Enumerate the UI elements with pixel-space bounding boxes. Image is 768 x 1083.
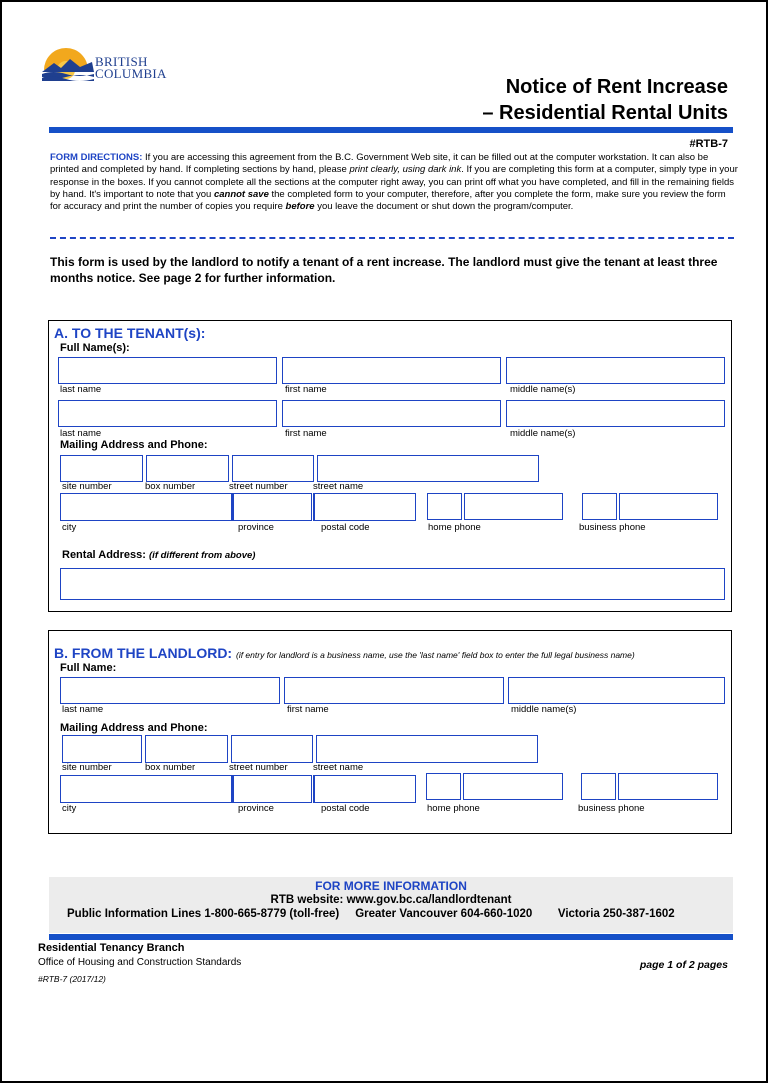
section-b-title: B. FROM THE LANDLORD:	[54, 645, 233, 661]
directions-text-1: If you are accessing this agreement from the B.C. Government Web site, it can be filled out at the computer workstation. It can also be printed and completed by hand. If completing sections by hand, please	[50, 152, 709, 176]
tenant-box-number-label: box number	[145, 481, 196, 492]
landlord-last-name-field[interactable]	[60, 677, 280, 704]
landlord-business-area-code-field[interactable]	[581, 773, 616, 800]
landlord-street-name-label: street name	[313, 762, 364, 773]
landlord-province-label: province	[238, 803, 274, 814]
tenant-home-phone-field[interactable]	[464, 493, 563, 520]
landlord-box-number-field[interactable]	[145, 735, 228, 763]
landlord-province-field[interactable]	[232, 775, 312, 803]
landlord-site-number-field[interactable]	[62, 735, 142, 763]
bc-logo-icon	[40, 48, 96, 82]
tenant-site-number-label: site number	[62, 481, 112, 492]
tenant1-last-name-label: last name	[60, 384, 102, 395]
tenant-business-phone-label: business phone	[579, 522, 646, 533]
landlord-street-number-field[interactable]	[231, 735, 313, 763]
tenant1-middle-name-label: middle name(s)	[510, 384, 576, 395]
footer-office: Office of Housing and Construction Standards	[38, 957, 242, 968]
page-title	[482, 74, 728, 126]
landlord-city-label: city	[62, 803, 77, 814]
landlord-site-number-label: site number	[62, 762, 112, 773]
dashed-divider	[50, 237, 734, 239]
tenant2-first-name-label: first name	[285, 428, 327, 439]
page-indicator: page 1 of 2 pages	[639, 959, 728, 971]
rtb-website: RTB website: www.gov.bc.ca/landlordtenant	[270, 894, 512, 906]
rental-address-note: (if different from above)	[149, 550, 256, 561]
rental-address-title: Rental Address:	[62, 549, 146, 561]
rental-address-field[interactable]	[60, 568, 725, 600]
tenant-city-label: city	[62, 522, 77, 533]
tenant1-middle-name-field[interactable]	[506, 357, 725, 384]
tenant2-last-name-label: last name	[60, 428, 102, 439]
tenant-box-number-field[interactable]	[146, 455, 229, 482]
landlord-first-name-label: first name	[287, 704, 329, 715]
landlord-home-area-code-field[interactable]	[426, 773, 461, 800]
tenant-full-names-label: Full Name(s):	[60, 342, 130, 354]
tenant2-middle-name-field[interactable]	[506, 400, 725, 427]
tenant-street-number-field[interactable]	[232, 455, 314, 482]
more-info-heading: FOR MORE INFORMATION	[315, 879, 467, 893]
tenant-street-number-label: street number	[229, 481, 288, 492]
form-number: #RTB-7	[689, 138, 728, 150]
footer-branch: Residential Tenancy Branch	[38, 942, 185, 954]
landlord-mailing-label: Mailing Address and Phone:	[60, 722, 208, 734]
directions-emphasis-1: print clearly, using dark ink	[349, 164, 462, 176]
tenant-home-area-code-field[interactable]	[427, 493, 462, 520]
rental-address-label	[62, 549, 255, 561]
landlord-middle-name-field[interactable]	[508, 677, 725, 704]
landlord-full-name-label: Full Name:	[60, 662, 117, 674]
tenant2-last-name-field[interactable]	[58, 400, 277, 427]
header-rule	[49, 127, 733, 133]
landlord-home-phone-label: home phone	[427, 803, 480, 814]
title-line-1: Notice of Rent Increase	[505, 76, 728, 98]
info-phone-lines: Public Information Lines 1-800-665-8779 (toll-free) Greater Vancouver 604-660-1020 Victoria 250-387-1602	[67, 908, 675, 920]
directions-text-2: . If you are completing this form at a computer, simply type in your response in the boxes. If you cannot complete all the sections at the computer right away, you can print off what you have completed, and fill in the remaining fields by hand. It's important to note that you	[50, 164, 738, 200]
directions-text-4: you leave the document or shut down the program/computer.	[314, 201, 574, 213]
directions-lead: FORM DIRECTIONS:	[50, 152, 143, 163]
landlord-street-number-label: street number	[229, 762, 288, 773]
landlord-postal-code-label: postal code	[321, 803, 370, 814]
landlord-home-phone-field[interactable]	[463, 773, 563, 800]
landlord-business-phone-label: business phone	[578, 803, 645, 814]
section-a-title: A. TO THE TENANT(s):	[54, 325, 206, 341]
tenant-business-phone-field[interactable]	[619, 493, 718, 520]
more-info-box	[49, 877, 733, 933]
tenant-business-area-code-field[interactable]	[582, 493, 617, 520]
footer-form-code: #RTB-7 (2017/12)	[38, 974, 106, 984]
tenant2-first-name-field[interactable]	[282, 400, 501, 427]
form-directions	[50, 152, 738, 213]
section-b-note: (if entry for landlord is a business name, use the 'last name' field box to enter the full legal business name)	[235, 650, 635, 660]
landlord-last-name-label: last name	[62, 704, 104, 715]
title-line-2: – Residential Rental Units	[482, 102, 728, 124]
directions-text-3: the completed form to your computer, therefore, after you complete the form, make sure you review the form for accuracy and print the number of copies you require	[50, 188, 726, 213]
directions-emphasis-3: before	[285, 201, 315, 213]
directions-emphasis-2: cannot save	[213, 188, 269, 200]
tenant-postal-code-field[interactable]	[313, 493, 416, 521]
landlord-box-number-label: box number	[145, 762, 196, 773]
footer-rule	[49, 934, 733, 940]
tenant-mailing-label: Mailing Address and Phone:	[60, 439, 208, 451]
tenant-postal-code-label: postal code	[321, 522, 370, 533]
landlord-middle-name-label: middle name(s)	[511, 704, 577, 715]
landlord-first-name-field[interactable]	[284, 677, 504, 704]
intro-text: This form is used by the landlord to notify a tenant of a rent increase. The landlord must give the tenant at least three months notice. See page 2 for further information.	[50, 255, 718, 285]
tenant2-middle-name-label: middle name(s)	[510, 428, 576, 439]
tenant-province-label: province	[238, 522, 274, 533]
landlord-city-field[interactable]	[60, 775, 232, 803]
tenant-street-name-field[interactable]	[317, 455, 539, 482]
landlord-postal-code-field[interactable]	[313, 775, 416, 803]
logo-line-2: COLUMBIA	[95, 66, 167, 81]
tenant1-first-name-field[interactable]	[282, 357, 501, 384]
tenant1-last-name-field[interactable]	[58, 357, 277, 384]
tenant1-first-name-label: first name	[285, 384, 327, 395]
bc-logo-text	[95, 56, 167, 80]
logo-line-1: BRITISH	[95, 54, 148, 69]
tenant-province-field[interactable]	[232, 493, 312, 521]
tenant-home-phone-label: home phone	[428, 522, 481, 533]
tenant-site-number-field[interactable]	[60, 455, 143, 482]
landlord-street-name-field[interactable]	[316, 735, 538, 763]
section-b-heading	[54, 645, 635, 661]
tenant-street-name-label: street name	[313, 481, 364, 492]
tenant-city-field[interactable]	[60, 493, 232, 521]
landlord-business-phone-field[interactable]	[618, 773, 718, 800]
